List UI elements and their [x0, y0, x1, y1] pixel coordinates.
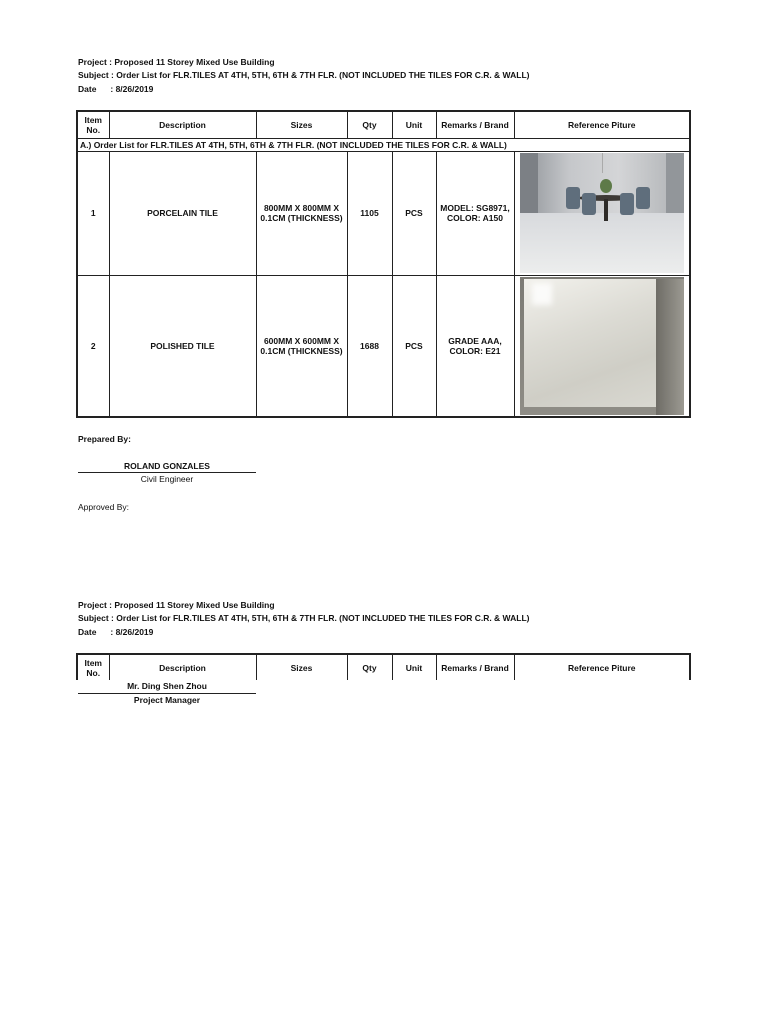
approved-name: Mr. Ding Shen Zhou	[78, 681, 256, 691]
row-description: POLISHED TILE	[109, 275, 256, 417]
header-subject	[78, 68, 529, 82]
row-sizes: 600MM X 600MM X 0.1CM (THICKNESS)	[256, 275, 347, 417]
order-table	[76, 110, 691, 418]
approved-title: Project Manager	[133, 695, 201, 705]
col-reference: Reference Piture	[514, 654, 690, 680]
approved-by-label: Approved By:	[78, 502, 130, 512]
row-item: 1	[77, 151, 109, 275]
row-remarks: MODEL: SG8971, COLOR: A150	[436, 151, 514, 275]
col-remarks: Remarks / Brand	[436, 654, 514, 680]
header-project	[78, 55, 275, 69]
col-unit: Unit	[392, 111, 436, 138]
date-label: Date	[78, 84, 97, 94]
header-project-repeat: Project : Proposed 11 Storey Mixed Use Building	[78, 600, 275, 610]
header-date-repeat: Date : 8/26/2019	[78, 627, 154, 637]
section-title: A.) Order List for FLR.TILES AT 4TH, 5TH, 6TH & 7TH FLR. (NOT INCLUDED THE TILES FOR C.R. & WALL)	[77, 138, 690, 151]
prepared-title: Civil Engineer	[140, 474, 194, 484]
row-description: PORCELAIN TILE	[109, 151, 256, 275]
row-qty: 1688	[347, 275, 392, 417]
prepared-name: ROLAND GONZALES	[124, 461, 210, 471]
row-reference-picture	[514, 151, 690, 275]
row-qty: 1105	[347, 151, 392, 275]
col-description: Description	[109, 654, 256, 680]
col-item-no: Item No.	[77, 654, 109, 680]
subject-value: Order List for FLR.TILES AT 4TH, 5TH, 6TH & 7TH FLR. (NOT INCLUDED THE TILES FOR C.R. & WALL)	[116, 70, 530, 80]
order-table-repeat-header	[76, 653, 691, 680]
subject-label: Subject :	[78, 70, 114, 80]
date-value: : 8/26/2019	[110, 84, 154, 94]
project-label: Project :	[78, 57, 113, 67]
row-item: 2	[77, 275, 109, 417]
col-reference: Reference Piture	[514, 111, 690, 138]
polished-tile-photo	[520, 277, 684, 415]
row-remarks: GRADE AAA, COLOR: E21	[436, 275, 514, 417]
col-item-no: Item No.	[77, 111, 109, 138]
section-row	[77, 138, 690, 151]
prepared-by-label: Prepared By:	[78, 434, 131, 444]
col-unit: Unit	[392, 654, 436, 680]
col-sizes: Sizes	[256, 111, 347, 138]
header-date	[78, 82, 153, 96]
table-row	[77, 151, 690, 275]
row-sizes: 800MM X 800MM X 0.1CM (THICKNESS)	[256, 151, 347, 275]
col-sizes: Sizes	[256, 654, 347, 680]
row-reference-picture	[514, 275, 690, 417]
col-qty: Qty	[347, 111, 392, 138]
header-subject-repeat: Subject : Order List for FLR.TILES AT 4TH, 5TH, 6TH & 7TH FLR. (NOT INCLUDED THE TILES FOR C.R. & WALL)	[78, 613, 530, 623]
col-remarks: Remarks / Brand	[436, 111, 514, 138]
project-value: Proposed 11 Storey Mixed Use Building	[114, 57, 275, 67]
col-qty: Qty	[347, 654, 392, 680]
signature-line	[78, 472, 256, 473]
table-header-row	[77, 111, 690, 138]
dining-room-photo	[520, 153, 684, 273]
col-description: Description	[109, 111, 256, 138]
row-unit: PCS	[392, 151, 436, 275]
table-row	[77, 275, 690, 417]
signature-line	[78, 693, 256, 694]
row-unit: PCS	[392, 275, 436, 417]
